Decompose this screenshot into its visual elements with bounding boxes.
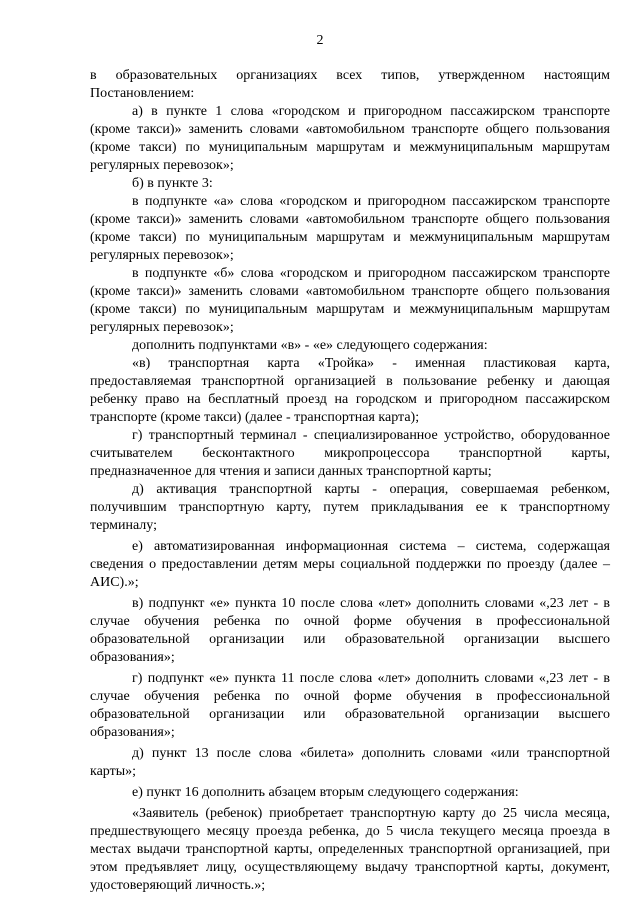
page-number: 2 xyxy=(316,33,324,48)
paragraph-item-e: е) пункт 16 дополнить абзацем вторым следующего содержания: xyxy=(132,785,519,800)
paragraph-def-v: «в) транспортная карта «Тройка» - именная пластиковая карта, предоставляемая транспортной организацией в пользование ребенку и дающая ребенку право на бесплатный проезд на городском и пригородном пассажирском транспорте (кроме такси) (далее - транспортная карта); xyxy=(90,356,610,425)
paragraph-subitem-a: в подпункте «а» слова «городском и пригородном пассажирском транспорте (кроме такси)» заменить словами «автомобильном транспорте общего пользования (кроме такси) по муниципальным маршрутам и межмуниципальным маршрутам регулярных перевозок»; xyxy=(90,194,610,263)
paragraph-def-e: е) автоматизированная информационная система – система, содержащая сведения о предоставлении детям меры социальной поддержки по проезду (далее – АИС).»; xyxy=(90,539,610,590)
paragraph-item-v: в) подпункт «е» пункта 10 после слова «лет» дополнить словами «,23 лет - в случае обучения ребенка по очной форме обучения в профессиональной образовательной организации или образовательной организации высшего образования»; xyxy=(90,596,610,665)
paragraph-item-g: г) подпункт «е» пункта 11 после слова «лет» дополнить словами «,23 лет - в случае обучения ребенка по очной форме обучения в профессиональной образовательной организации или образовательной организации высшего образования»; xyxy=(90,671,610,740)
paragraph-def-d: д) активация транспортной карты - операция, совершаемая ребенком, получившим транспортную карту, путем прикладывания ее к транспортному терминалу; xyxy=(90,482,610,533)
paragraph-subitem-b: в подпункте «б» слова «городском и пригородном пассажирском транспорте (кроме такси)» заменить словами «автомобильном транспорте общего пользования (кроме такси) по муниципальным маршрутам и межмуниципальным маршрутам регулярных перевозок»; xyxy=(90,266,610,335)
paragraph-item-d: д) пункт 13 после слова «билета» дополнить словами «или транспортной карты»; xyxy=(90,746,610,779)
document-body xyxy=(90,67,610,895)
paragraph-add-subitems: дополнить подпунктами «в» - «е» следующего содержания: xyxy=(132,338,488,353)
paragraph-item-a: а) в пункте 1 слова «городском и пригородном пассажирском транспорте (кроме такси)» заменить словами «автомобильном транспорте общего пользования (кроме такси) по муниципальным маршрутам и межмуниципальным маршрутам регулярных перевозок»; xyxy=(90,104,610,173)
paragraph-def-g: г) транспортный терминал - специализированное устройство, оборудованное считывателем бесконтактного микропроцессора транспортной карты, предназначенное для чтения и записи данных транспортной карты; xyxy=(90,428,610,479)
paragraph-intro: в образовательных организациях всех типов, утвержденном настоящим Постановлением: xyxy=(90,68,610,101)
paragraph-item-b: б) в пункте 3: xyxy=(132,176,213,191)
paragraph-applicant: «Заявитель (ребенок) приобретает транспортную карту до 25 числа месяца, предшествующего месяцу проезда ребенка, до 5 числа текущего месяца проезда в местах выдачи транспортной карты, определенных транспортной организацией, при этом предъявляет лицу, осуществляющему выдачу транспортной карты, документ, удостоверяющий личность.»; xyxy=(90,806,610,893)
